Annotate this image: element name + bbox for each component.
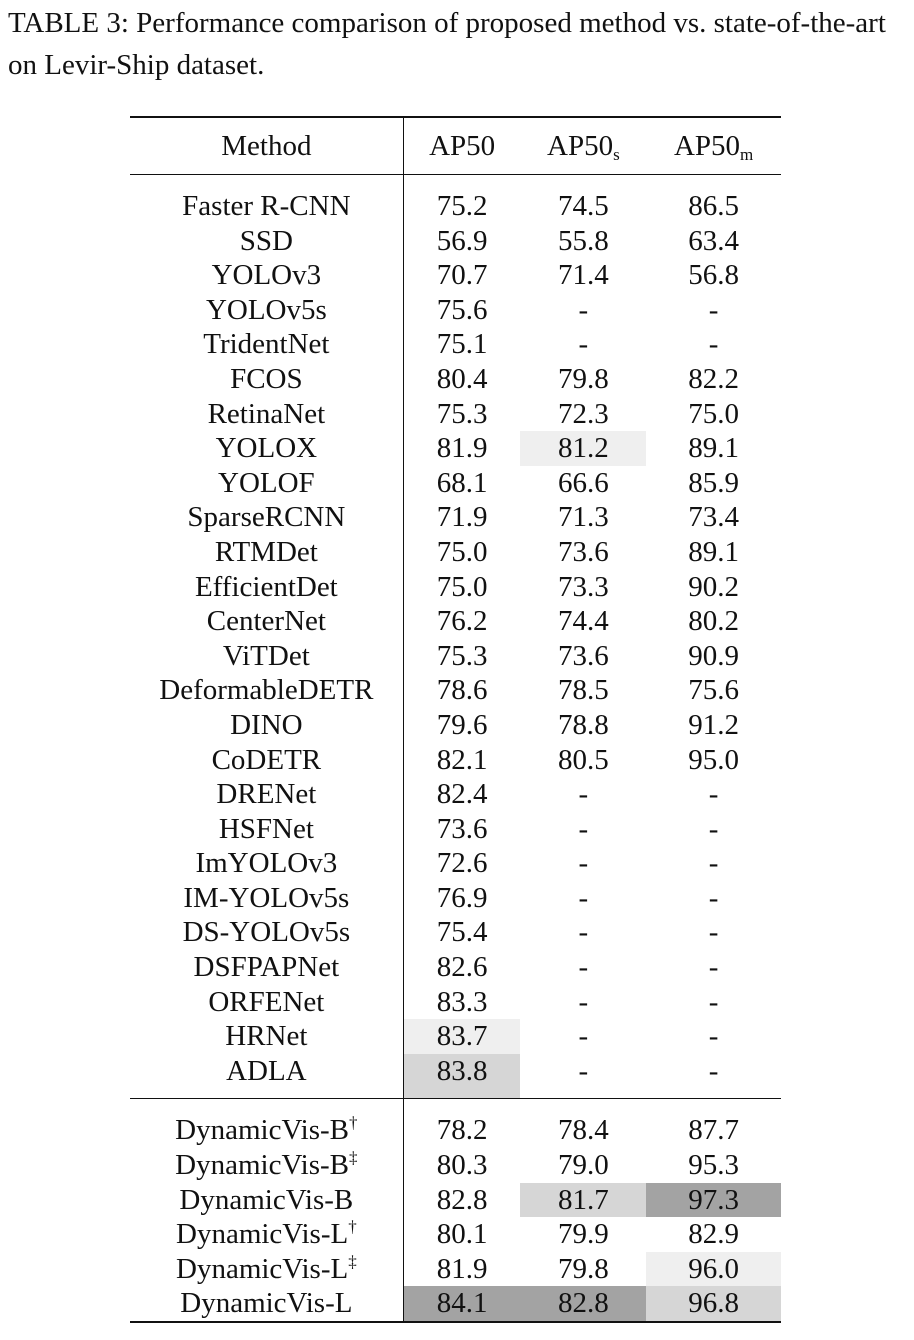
ap50m-cell: - bbox=[708, 951, 719, 984]
ap50-cell: 76.2 bbox=[436, 605, 488, 638]
ap50s-cell: 79.9 bbox=[557, 1218, 609, 1251]
method-cell: DynamicVis-L† bbox=[130, 1217, 403, 1252]
ap50s-cell: - bbox=[578, 951, 589, 984]
method-cell: DynamicVis-B bbox=[130, 1183, 403, 1218]
ap50m-cell: 86.5 bbox=[688, 190, 739, 222]
ap50m-cell: 75.0 bbox=[688, 397, 739, 430]
ap50-cell: 82.1 bbox=[436, 743, 488, 776]
ap50s-cell: - bbox=[578, 916, 589, 949]
ap50-cell: 80.3 bbox=[436, 1149, 488, 1182]
ap50m-cell: 73.4 bbox=[688, 501, 739, 534]
ap50s-cell: 73.6 bbox=[557, 639, 609, 672]
table-row bbox=[130, 708, 781, 743]
ap50m-cell: - bbox=[708, 293, 719, 326]
ap50-cell: 75.1 bbox=[436, 328, 488, 361]
ap50-cell: 78.2 bbox=[436, 1114, 488, 1147]
ap50m-cell: - bbox=[708, 1054, 719, 1087]
ours-section bbox=[130, 1099, 781, 1322]
ap50-cell: 75.0 bbox=[436, 535, 488, 568]
ap50-cell: 84.1 bbox=[403, 1286, 520, 1322]
method-cell: DS-YOLOv5s bbox=[130, 915, 403, 950]
ap50m-cell: 91.2 bbox=[688, 708, 739, 741]
method-cell: TridentNet bbox=[130, 327, 403, 362]
table-row bbox=[130, 570, 781, 605]
ap50-cell: 68.1 bbox=[436, 466, 488, 499]
table-row bbox=[130, 224, 781, 259]
method-cell: CoDETR bbox=[130, 743, 403, 778]
ap50m-cell: 95.3 bbox=[688, 1149, 739, 1182]
ap50m-cell: 90.2 bbox=[688, 570, 739, 603]
ap50m-cell: 82.2 bbox=[688, 362, 739, 395]
method-cell: HRNet bbox=[130, 1019, 403, 1054]
table-caption: TABLE 3: Performance comparison of proposed method vs. state-of-the-art on Levir-Ship dataset. bbox=[8, 7, 886, 81]
table-row bbox=[130, 985, 781, 1020]
method-cell: ImYOLOv3 bbox=[130, 846, 403, 881]
method-cell: DeformableDETR bbox=[130, 673, 403, 708]
ap50-header: AP50 bbox=[429, 130, 496, 162]
ap50m-cell: - bbox=[708, 916, 719, 949]
ap50m-cell: 85.9 bbox=[688, 466, 739, 499]
table-row bbox=[130, 1054, 781, 1099]
table-row bbox=[130, 1148, 781, 1183]
table-row bbox=[130, 535, 781, 570]
table-row bbox=[130, 500, 781, 535]
method-cell: DynamicVis-B† bbox=[130, 1099, 403, 1148]
ap50-cell: 75.3 bbox=[436, 397, 488, 430]
method-cell: DSFPAPNet bbox=[130, 950, 403, 985]
ap50m-cell: 97.3 bbox=[646, 1183, 781, 1218]
table-row bbox=[130, 466, 781, 501]
method-cell: EfficientDet bbox=[130, 570, 403, 605]
ap50s-cell: 74.4 bbox=[557, 605, 609, 638]
ap50s-cell: 79.8 bbox=[557, 1252, 609, 1285]
ap50m-cell: 96.8 bbox=[646, 1286, 781, 1322]
method-cell: DynamicVis-L bbox=[130, 1286, 403, 1322]
ap50m-header: $AP50_m$ bbox=[673, 130, 754, 164]
ap50m-cell: - bbox=[708, 881, 719, 914]
ap50m-cell: - bbox=[708, 1020, 719, 1053]
ap50s-cell: 73.6 bbox=[557, 535, 609, 568]
ap50-cell: 76.9 bbox=[436, 881, 488, 914]
table-row bbox=[130, 1019, 781, 1054]
ap50s-cell: 79.8 bbox=[557, 362, 609, 395]
method-cell: YOLOv3 bbox=[130, 258, 403, 293]
ap50s-cell: - bbox=[578, 881, 589, 914]
ap50s-cell: 81.7 bbox=[520, 1183, 646, 1218]
table-row bbox=[130, 258, 781, 293]
method-cell: DRENet bbox=[130, 777, 403, 812]
ap50-cell: 83.7 bbox=[403, 1019, 520, 1054]
ap50s-cell: 78.5 bbox=[557, 674, 609, 707]
table-row bbox=[130, 673, 781, 708]
table-row bbox=[130, 1099, 781, 1148]
method-cell: FCOS bbox=[130, 362, 403, 397]
ap50m-cell: 89.1 bbox=[688, 432, 739, 465]
table-row bbox=[130, 1252, 781, 1287]
ap50s-cell: - bbox=[578, 1020, 589, 1053]
ap50m-cell: 82.9 bbox=[688, 1218, 739, 1251]
method-cell: ViTDet bbox=[130, 639, 403, 674]
table-row bbox=[130, 327, 781, 362]
method-cell: HSFNet bbox=[130, 812, 403, 847]
method-cell: ADLA bbox=[130, 1054, 403, 1099]
method-cell: YOLOX bbox=[130, 431, 403, 466]
ap50m-cell: 75.6 bbox=[688, 674, 739, 707]
method-cell: SparseRCNN bbox=[130, 500, 403, 535]
ap50s-cell: 78.4 bbox=[557, 1114, 609, 1147]
ap50-cell: 75.2 bbox=[436, 190, 488, 222]
ap50m-cell: - bbox=[708, 328, 719, 361]
ap50-cell: 56.9 bbox=[436, 224, 488, 257]
ap50-cell: 81.9 bbox=[436, 432, 488, 465]
ap50m-cell: 89.1 bbox=[688, 535, 739, 568]
ap50s-cell: 71.4 bbox=[557, 259, 609, 292]
ap50s-cell: 71.3 bbox=[557, 501, 609, 534]
ap50m-cell: 90.9 bbox=[688, 639, 739, 672]
ap50s-cell: 66.6 bbox=[557, 466, 609, 499]
method-cell: DynamicVis-B‡ bbox=[130, 1148, 403, 1183]
ap50-cell: 70.7 bbox=[436, 259, 488, 292]
ap50m-cell: 56.8 bbox=[688, 259, 739, 292]
method-cell: CenterNet bbox=[130, 604, 403, 639]
ap50m-cell: 95.0 bbox=[688, 743, 739, 776]
ap50s-cell: 79.0 bbox=[557, 1149, 609, 1182]
method-cell: SSD bbox=[130, 224, 403, 259]
table-row bbox=[130, 846, 781, 881]
method-cell: YOLOF bbox=[130, 466, 403, 501]
ap50-cell: 72.6 bbox=[436, 847, 488, 880]
ap50-cell: 73.6 bbox=[436, 812, 488, 845]
ap50m-cell: 63.4 bbox=[688, 224, 739, 257]
table-row bbox=[130, 915, 781, 950]
ap50-cell: 75.4 bbox=[436, 916, 488, 949]
ap50m-cell: - bbox=[708, 985, 719, 1018]
ap50-cell: 75.0 bbox=[436, 570, 488, 603]
ap50m-cell: 96.0 bbox=[646, 1252, 781, 1287]
ap50s-cell: 78.8 bbox=[557, 708, 609, 741]
sota-section bbox=[130, 175, 781, 1099]
ap50-cell: 83.3 bbox=[436, 985, 488, 1018]
table-row bbox=[130, 812, 781, 847]
table-row bbox=[130, 881, 781, 916]
ap50m-cell: - bbox=[708, 778, 719, 811]
ap50-cell: 75.6 bbox=[436, 293, 488, 326]
table-row bbox=[130, 1217, 781, 1252]
method-header: Method bbox=[130, 117, 403, 175]
method-cell: RetinaNet bbox=[130, 397, 403, 432]
table-row bbox=[130, 397, 781, 432]
ap50-cell: 81.9 bbox=[436, 1252, 488, 1285]
ap50s-cell: - bbox=[578, 985, 589, 1018]
table-row bbox=[130, 362, 781, 397]
ap50s-cell: 74.5 bbox=[557, 190, 609, 222]
table-row bbox=[130, 431, 781, 466]
ap50-cell: 79.6 bbox=[436, 708, 488, 741]
ap50s-cell: 82.8 bbox=[520, 1286, 646, 1322]
ap50-cell: 82.4 bbox=[436, 778, 488, 811]
method-cell: RTMDet bbox=[130, 535, 403, 570]
ap50s-cell: 81.2 bbox=[520, 431, 646, 466]
ap50-cell: 80.1 bbox=[436, 1218, 488, 1251]
ap50s-header: $AP50_s$ bbox=[547, 130, 620, 164]
ap50s-cell: - bbox=[578, 1054, 589, 1087]
ap50s-cell: - bbox=[578, 778, 589, 811]
table-row bbox=[130, 293, 781, 328]
table-row bbox=[130, 950, 781, 985]
table-row bbox=[130, 604, 781, 639]
ap50s-cell: 55.8 bbox=[557, 224, 609, 257]
ap50-cell: 80.4 bbox=[436, 362, 488, 395]
ap50m-cell: - bbox=[708, 812, 719, 845]
ap50-cell: 83.8 bbox=[403, 1054, 520, 1099]
table-row bbox=[130, 777, 781, 812]
ap50s-cell: - bbox=[578, 293, 589, 326]
method-cell: YOLOv5s bbox=[130, 293, 403, 328]
table-row bbox=[130, 743, 781, 778]
method-cell: DynamicVis-L‡ bbox=[130, 1252, 403, 1287]
ap50s-cell: - bbox=[578, 812, 589, 845]
ap50s-cell: 72.3 bbox=[557, 397, 609, 430]
table-row bbox=[130, 1183, 781, 1218]
method-cell: Faster R-CNN bbox=[130, 175, 403, 224]
ap50-cell: 75.3 bbox=[436, 639, 488, 672]
ap50s-cell: 73.3 bbox=[557, 570, 609, 603]
table-row bbox=[130, 175, 781, 224]
ap50-cell: 82.6 bbox=[436, 951, 488, 984]
method-cell: ORFENet bbox=[130, 985, 403, 1020]
ap50m-cell: 87.7 bbox=[688, 1114, 739, 1147]
method-cell: IM-YOLOv5s bbox=[130, 881, 403, 916]
ap50s-cell: 80.5 bbox=[557, 743, 609, 776]
ap50m-cell: - bbox=[708, 847, 719, 880]
ap50s-cell: - bbox=[578, 328, 589, 361]
header-row bbox=[130, 117, 781, 175]
ap50m-cell: 80.2 bbox=[688, 605, 739, 638]
table-row bbox=[130, 1286, 781, 1322]
ap50-cell: 78.6 bbox=[436, 674, 488, 707]
ap50s-cell: - bbox=[578, 847, 589, 880]
method-cell: DINO bbox=[130, 708, 403, 743]
ap50-cell: 82.8 bbox=[436, 1183, 488, 1216]
results-table bbox=[130, 116, 781, 1323]
table-row bbox=[130, 639, 781, 674]
ap50-cell: 71.9 bbox=[436, 501, 488, 534]
